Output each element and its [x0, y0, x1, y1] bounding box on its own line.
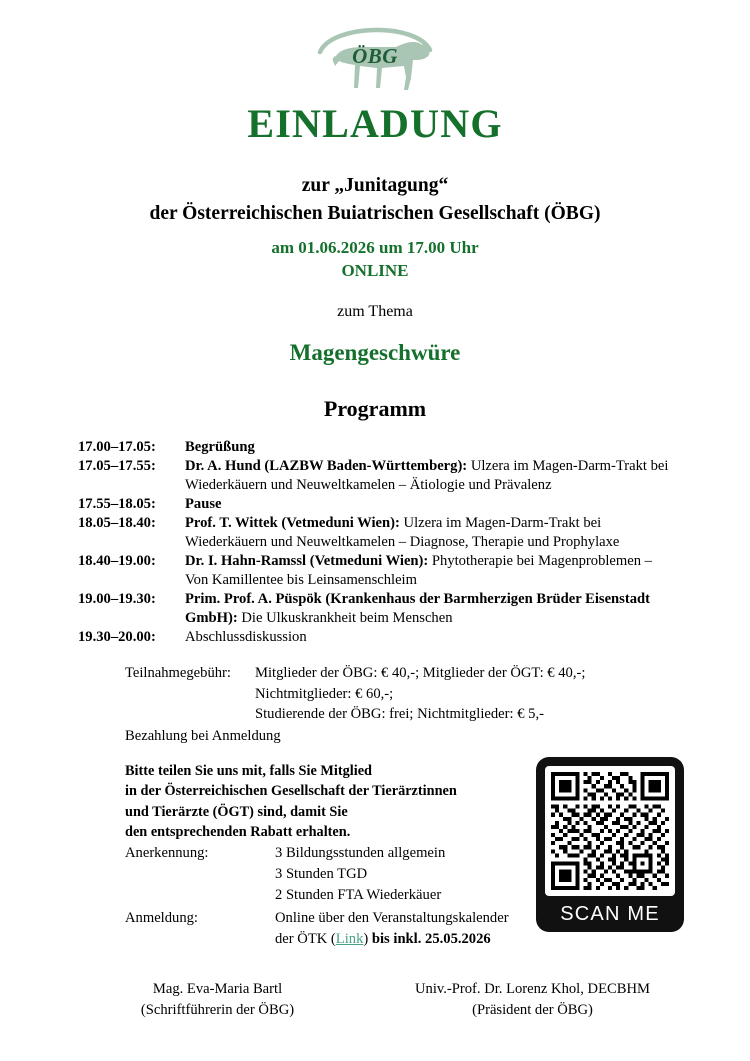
topic-intro: zum Thema — [337, 303, 413, 320]
recognition-section — [125, 843, 545, 906]
qr-code-icon — [551, 772, 669, 890]
membership-notice — [125, 761, 525, 842]
program-description — [185, 590, 678, 628]
program-row — [78, 438, 678, 457]
program-row — [78, 590, 678, 628]
program-title: Ulzera im Magen-Darm-Trakt bei Wiederkäuern und Neuweltkamelen – Diagnose, Therapie und Prophylaxe — [185, 514, 620, 550]
notice-line: und Tierärzte (ÖGT) sind, damit Sie — [125, 803, 348, 820]
signature-role: (Schriftführerin der ÖBG) — [140, 1001, 295, 1018]
program-row — [78, 514, 678, 552]
program-time: 18.40–19.00: — [78, 552, 156, 569]
event-format: ONLINE — [341, 260, 409, 280]
program-title: Abschlussdiskussion — [185, 628, 307, 645]
registration-row — [125, 908, 545, 950]
subtitle-line-1: zur „Junitagung“ — [301, 175, 449, 196]
program-speaker: Pause — [185, 495, 222, 512]
notice-line: den entsprechenden Rabatt erhalten. — [125, 823, 351, 840]
program-description — [185, 514, 678, 552]
subtitle — [0, 172, 750, 227]
notice-line: in der Österreichischen Gesellschaft der Tierärztinnen — [125, 783, 457, 800]
fees-label: Teilnahmegebühr: — [125, 665, 231, 681]
registration-section — [125, 908, 545, 950]
recognition-values — [275, 843, 545, 906]
program-description — [185, 438, 678, 457]
fees-section — [125, 663, 685, 725]
program-description — [185, 495, 678, 514]
program-speaker: Prof. T. Wittek (Vetmeduni Wien): — [185, 514, 400, 531]
program-description — [185, 457, 678, 495]
event-date-time: am 01.06.2026 um 17.00 Uhr — [271, 238, 479, 257]
program-row — [78, 457, 678, 495]
signatures — [60, 979, 690, 1020]
subtitle-line-2: der Österreichischen Buiatrischen Gesellschaft (ÖBG) — [149, 202, 601, 224]
program-time: 19.00–19.30: — [78, 590, 156, 607]
program-row — [78, 552, 678, 590]
registration-mid: ) — [363, 931, 372, 948]
logo-graphic — [316, 16, 434, 100]
fees-line: Nichtmitglieder: € 60,-; — [255, 685, 394, 702]
signature-right — [375, 979, 690, 1020]
recognition-line: 2 Stunden FTA Wiederkäuer — [275, 887, 442, 904]
payment-note: Bezahlung bei Anmeldung — [125, 728, 281, 744]
registration-deadline: bis inkl. 25.05.2026 — [371, 931, 491, 948]
program-time: 19.30–20.00: — [78, 628, 156, 645]
fees-values — [255, 663, 685, 725]
program-row — [78, 628, 678, 647]
logo-text: ÖBG — [352, 44, 398, 68]
program-speaker: Dr. A. Hund (LAZBW Baden-Württemberg): — [185, 457, 468, 474]
program-title: Ulzera im Magen-Darm-Trakt bei Wiederkäuern und Neuweltkamelen – Ätiologie und Prävalenz — [185, 457, 669, 493]
recognition-line: 3 Stunden TGD — [275, 866, 368, 883]
program-time: 18.05–18.40: — [78, 514, 156, 531]
notice-line: Bitte teilen Sie uns mit, falls Sie Mitglied — [125, 763, 372, 779]
program-speaker: Begrüßung — [185, 439, 255, 455]
program-description — [185, 628, 678, 647]
program-time: 17.05–17.55: — [78, 457, 156, 474]
topic-title: Magengeschwüre — [289, 340, 461, 365]
registration-link[interactable]: Link — [335, 931, 364, 948]
program-title: Phytotherapie bei Magenproblemen – Von Kamillentee bis Leinsamenschleim — [185, 552, 652, 588]
signature-name: Mag. Eva-Maria Bartl — [152, 981, 283, 997]
program-heading: Programm — [323, 396, 427, 421]
signature-name: Univ.-Prof. Dr. Lorenz Khol, DECBHM — [415, 981, 650, 997]
program-description — [185, 552, 678, 590]
registration-line-1: Online über den Veranstaltungskalender — [275, 910, 509, 926]
registration-prefix: der ÖTK ( — [275, 931, 336, 948]
program-list — [78, 438, 678, 647]
registration-line-2 — [275, 929, 545, 950]
program-time: 17.00–17.05: — [78, 439, 156, 455]
registration-label: Anmeldung: — [125, 910, 198, 926]
fees-row — [125, 663, 685, 725]
obg-logo — [0, 14, 750, 102]
recognition-line: 3 Bildungsstunden allgemein — [275, 845, 446, 861]
signature-role: (Präsident der ÖBG) — [472, 1001, 593, 1018]
recognition-label: Anerkennung: — [125, 845, 209, 861]
qr-code-label: SCAN ME — [560, 903, 660, 925]
recognition-row — [125, 843, 545, 906]
fees-line: Studierende der ÖBG: frei; Nichtmitglieder: € 5,- — [255, 706, 544, 723]
program-row — [78, 495, 678, 514]
fees-line: Mitglieder der ÖBG: € 40,-; Mitglieder der ÖGT: € 40,-; — [255, 665, 586, 681]
event-datetime — [0, 237, 750, 282]
program-time: 17.55–18.05: — [78, 495, 156, 512]
qr-code-block[interactable] — [536, 757, 684, 932]
qr-code-image — [545, 766, 675, 896]
registration-values — [275, 908, 545, 950]
program-speaker: Prim. Prof. A. Püspök (Krankenhaus der Barmherzigen Brüder Eisenstadt GmbH): — [185, 590, 650, 626]
page-title: EINLADUNG — [247, 101, 503, 146]
program-title: Die Ulkuskrankheit beim Menschen — [237, 609, 453, 626]
signature-left — [60, 979, 375, 1020]
program-speaker: Dr. I. Hahn-Ramssl (Vetmeduni Wien): — [185, 552, 429, 569]
